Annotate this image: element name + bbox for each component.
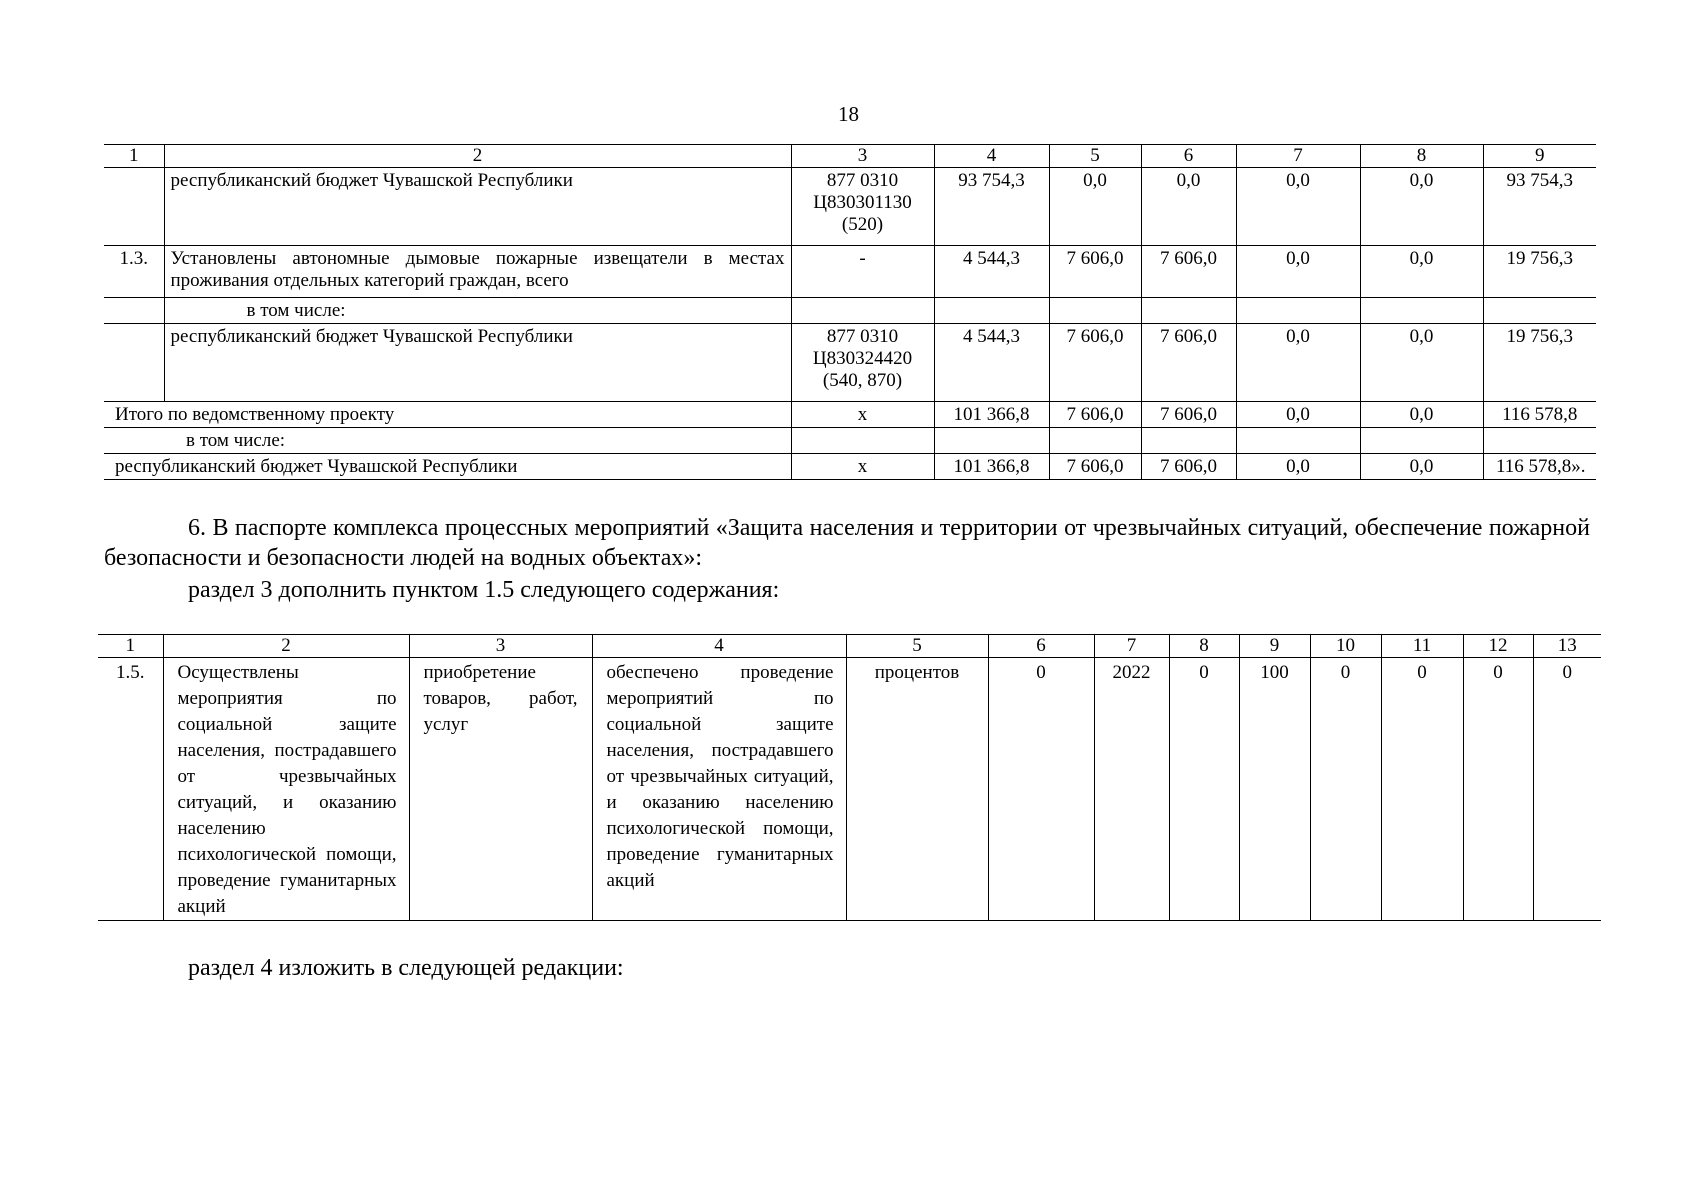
value-cell: 93 754,3: [934, 168, 1049, 246]
value-cell: [1483, 298, 1596, 324]
value-cell: [934, 428, 1049, 454]
table-header-row: [98, 635, 1601, 658]
header-cell: 2: [164, 145, 791, 168]
budget-code: [791, 428, 934, 454]
header-cell: 2: [163, 635, 409, 658]
value-cell: 0: [1310, 658, 1381, 921]
value-cell: 0,0: [1141, 168, 1236, 246]
value-cell: 0: [988, 658, 1094, 921]
value-cell: 116 578,8».: [1483, 454, 1596, 480]
budget-code: 877 0310 Ц830324420 (540, 870): [791, 324, 934, 402]
header-cell: 5: [846, 635, 988, 658]
header-cell: 12: [1463, 635, 1533, 658]
value-cell: 0,0: [1360, 246, 1483, 298]
budget-code: [791, 298, 934, 324]
value-cell: 7 606,0: [1141, 402, 1236, 428]
value-cell: [934, 298, 1049, 324]
paragraph-section-4-instruction: раздел 4 изложить в следующей редакции:: [188, 955, 624, 981]
measure-name: Осуществлены мероприятия по социальной защите населения, пострадавшего от чрезвычайных ситуаций, и оказанию населению психологической помощи, проведение гуманитарных акций: [163, 658, 409, 921]
row-name: в том числе:: [164, 298, 791, 324]
row-name: республиканский бюджет Чувашской Республики: [164, 324, 791, 402]
header-cell: 6: [988, 635, 1094, 658]
header-cell: 4: [934, 145, 1049, 168]
total-label: республиканский бюджет Чувашской Республики: [104, 454, 791, 480]
row-number: [104, 298, 164, 324]
value-cell: [1236, 428, 1360, 454]
value-cell: [1360, 428, 1483, 454]
header-cell: 4: [592, 635, 846, 658]
row-number: 1.5.: [98, 658, 163, 921]
header-cell: 11: [1381, 635, 1463, 658]
budget-table: [104, 144, 1596, 480]
total-label: Итого по ведомственному проекту: [104, 402, 791, 428]
header-cell: 3: [409, 635, 592, 658]
header-cell: 13: [1533, 635, 1601, 658]
value-cell: 7 606,0: [1141, 454, 1236, 480]
budget-code: х: [791, 402, 934, 428]
value-cell: 19 756,3: [1483, 246, 1596, 298]
value-cell: 7 606,0: [1141, 324, 1236, 402]
value-cell: 7 606,0: [1141, 246, 1236, 298]
value-cell: 0: [1463, 658, 1533, 921]
value-cell: [1360, 298, 1483, 324]
header-cell: 3: [791, 145, 934, 168]
page-number: 18: [838, 102, 859, 126]
value-cell: 0,0: [1360, 402, 1483, 428]
budget-code: 877 0310 Ц830301130 (520): [791, 168, 934, 246]
table-row: [98, 658, 1601, 921]
header-cell: 8: [1169, 635, 1239, 658]
value-cell: 100: [1239, 658, 1310, 921]
table-row: [104, 168, 1596, 246]
table-header-row: [104, 145, 1596, 168]
row-number: 1.3.: [104, 246, 164, 298]
header-cell: 7: [1094, 635, 1169, 658]
value-cell: 19 756,3: [1483, 324, 1596, 402]
row-number: [104, 324, 164, 402]
header-cell: 5: [1049, 145, 1141, 168]
header-cell: 1: [104, 145, 164, 168]
value-cell: [1049, 298, 1141, 324]
header-cell: 9: [1239, 635, 1310, 658]
value-cell: 0: [1169, 658, 1239, 921]
total-row: [104, 402, 1596, 428]
value-cell: 0,0: [1236, 402, 1360, 428]
measure-result: обеспечено проведение мероприятий по социальной защите населения, пострадавшего от чрезвычайных ситуаций, и оказанию населению психологической помощи, проведение гуманитарных акций: [592, 658, 846, 921]
value-cell: 0,0: [1360, 324, 1483, 402]
header-cell: 9: [1483, 145, 1596, 168]
value-cell: [1236, 298, 1360, 324]
value-cell: 7 606,0: [1049, 246, 1141, 298]
value-cell: 0: [1381, 658, 1463, 921]
value-cell: 7 606,0: [1049, 402, 1141, 428]
table-row: [104, 324, 1596, 402]
value-cell: 116 578,8: [1483, 402, 1596, 428]
value-cell: 0,0: [1360, 168, 1483, 246]
value-cell: 0,0: [1236, 246, 1360, 298]
value-cell: 0,0: [1360, 454, 1483, 480]
value-cell: 93 754,3: [1483, 168, 1596, 246]
table-row: [104, 246, 1596, 298]
value-cell: 0,0: [1236, 454, 1360, 480]
value-cell: 7 606,0: [1049, 454, 1141, 480]
value-cell: [1049, 428, 1141, 454]
row-name: Установлены автономные дымовые пожарные извещатели в местах проживания отдельных категорий граждан, всего: [164, 246, 791, 298]
value-cell: 101 366,8: [934, 454, 1049, 480]
value-cell: [1483, 428, 1596, 454]
paragraph-section-6: 6. В паспорте комплекса процессных мероприятий «Защита населения и территории от чрезвычайных ситуаций, обеспечение пожарной безопасности и безопасности людей на водных объектах»:: [104, 515, 1590, 571]
value-cell: 0,0: [1236, 168, 1360, 246]
header-cell: 10: [1310, 635, 1381, 658]
value-cell: [1141, 298, 1236, 324]
paragraph-section-3-instruction: раздел 3 дополнить пунктом 1.5 следующего содержания:: [188, 577, 780, 603]
budget-code: х: [791, 454, 934, 480]
value-cell: 4 544,3: [934, 246, 1049, 298]
total-row: [104, 454, 1596, 480]
header-cell: 6: [1141, 145, 1236, 168]
value-cell: 101 366,8: [934, 402, 1049, 428]
header-cell: 1: [98, 635, 163, 658]
value-cell: 4 544,3: [934, 324, 1049, 402]
value-cell: 7 606,0: [1049, 324, 1141, 402]
indicator-table: [98, 634, 1601, 921]
value-cell: 0: [1533, 658, 1601, 921]
table-row: [104, 298, 1596, 324]
total-label: в том числе:: [104, 428, 791, 454]
total-row: [104, 428, 1596, 454]
budget-code: -: [791, 246, 934, 298]
value-cell: [1141, 428, 1236, 454]
header-cell: 8: [1360, 145, 1483, 168]
unit-cell: процентов: [846, 658, 988, 921]
value-cell: 0,0: [1236, 324, 1360, 402]
value-cell: 0,0: [1049, 168, 1141, 246]
measure-type: приобретение товаров, работ, услуг: [409, 658, 592, 921]
year-cell: 2022: [1094, 658, 1169, 921]
header-cell: 7: [1236, 145, 1360, 168]
row-number: [104, 168, 164, 246]
row-name: республиканский бюджет Чувашской Республики: [164, 168, 791, 246]
